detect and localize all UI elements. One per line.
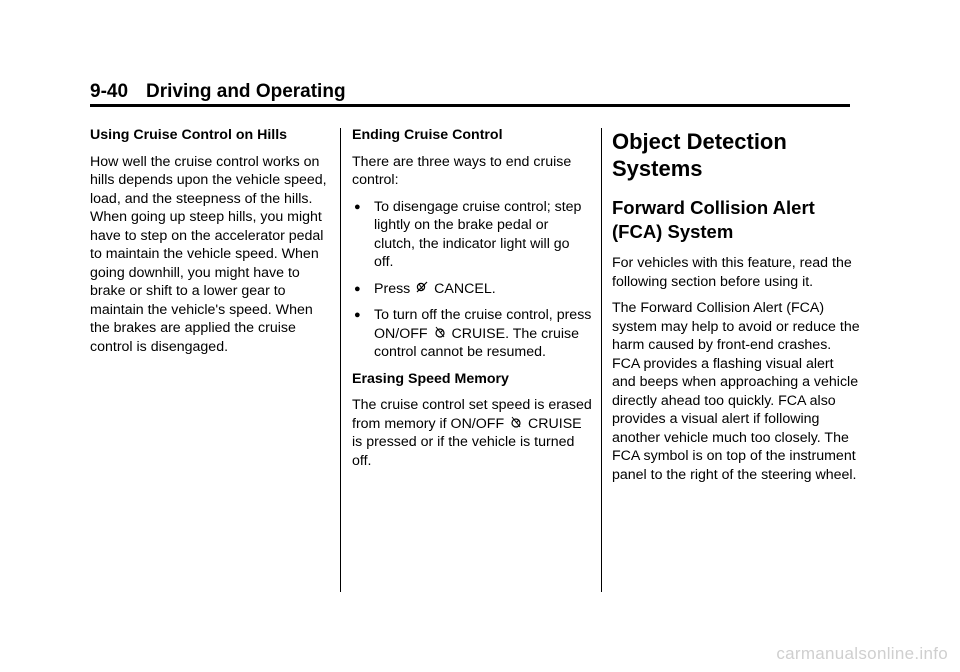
ending-cruise-list <box>352 198 592 362</box>
subhead-erasing-memory: Erasing Speed Memory <box>352 370 509 387</box>
bullet-text-3-pre: To turn off the cruise control, press ON/OFF <box>374 307 592 342</box>
cruise-cancel-icon <box>416 280 428 294</box>
page-number: 9-40 <box>90 81 129 102</box>
paragraph-fca-intro: For vehicles with this feature, read the following section before using it. <box>612 255 852 290</box>
watermark: carmanualsonline.info <box>776 644 948 663</box>
bullet-icon: ● <box>354 282 361 295</box>
section-title: Driving and Operating <box>146 81 346 102</box>
paragraph-fca-desc: The Forward Collision Alert (FCA) system may help to avoid or reduce the harm caused by front-end crashes. FCA provides a flashing visual alert and beeps when approaching a vehicle directly ahead too quickly. FCA also provides a visual alert if following another vehicle much too closely. The FCA symbol is on top of the instrument panel to the right of the steering wheel. <box>612 300 860 483</box>
bullet-icon: ● <box>354 309 361 321</box>
list-item <box>352 198 592 272</box>
cruise-onoff-icon <box>510 415 522 429</box>
bullet-icon: ● <box>354 200 361 213</box>
column-3 <box>612 126 860 492</box>
subhead-cruise-hills: Using Cruise Control on Hills <box>90 127 288 143</box>
column-divider-1 <box>340 128 341 592</box>
list-item <box>352 280 592 299</box>
bullet-text-2-pre: Press <box>374 280 411 297</box>
column-divider-2 <box>601 128 602 592</box>
header-rule <box>90 104 850 107</box>
paragraph-cruise-hills: How well the cruise control works on hills depends upon the vehicle speed, load, and the steepness of the hills. When going up steep hills, you might have to step on the accelerator pedal to maintain the vehicle speed. When going downhill, you might have to brake or shift to a lower gear to maintain the vehicle's speed. When the brakes are applied the cruise control is disengaged. <box>90 153 327 355</box>
erasing-text-pre: The cruise control set speed is erased from memory if ON/OFF <box>352 397 592 432</box>
bullet-text-3-post: CRUISE. The cruise control cannot be resumed. <box>374 325 579 360</box>
paragraph-ending-intro: There are three ways to end cruise control: <box>352 153 572 188</box>
page-header <box>90 80 346 104</box>
list-item <box>352 306 592 362</box>
cruise-onoff-icon <box>434 325 446 339</box>
subhead-ending-cruise: Ending Cruise Control <box>352 127 503 143</box>
bullet-text-2-post: CANCEL. <box>434 280 496 297</box>
erasing-text-post: CRUISE is pressed or if the vehicle is turned off. <box>352 415 582 469</box>
heading-object-detection: Object Detection Systems <box>612 129 787 181</box>
column-2 <box>352 126 592 478</box>
bullet-text-1: To disengage cruise control; step lightly on the brake pedal or clutch, the indicator light will go off. <box>374 198 582 270</box>
column-1 <box>90 126 330 364</box>
heading-fca: Forward Collision Alert (FCA) System <box>612 197 815 242</box>
paragraph-erasing-memory <box>352 396 592 470</box>
